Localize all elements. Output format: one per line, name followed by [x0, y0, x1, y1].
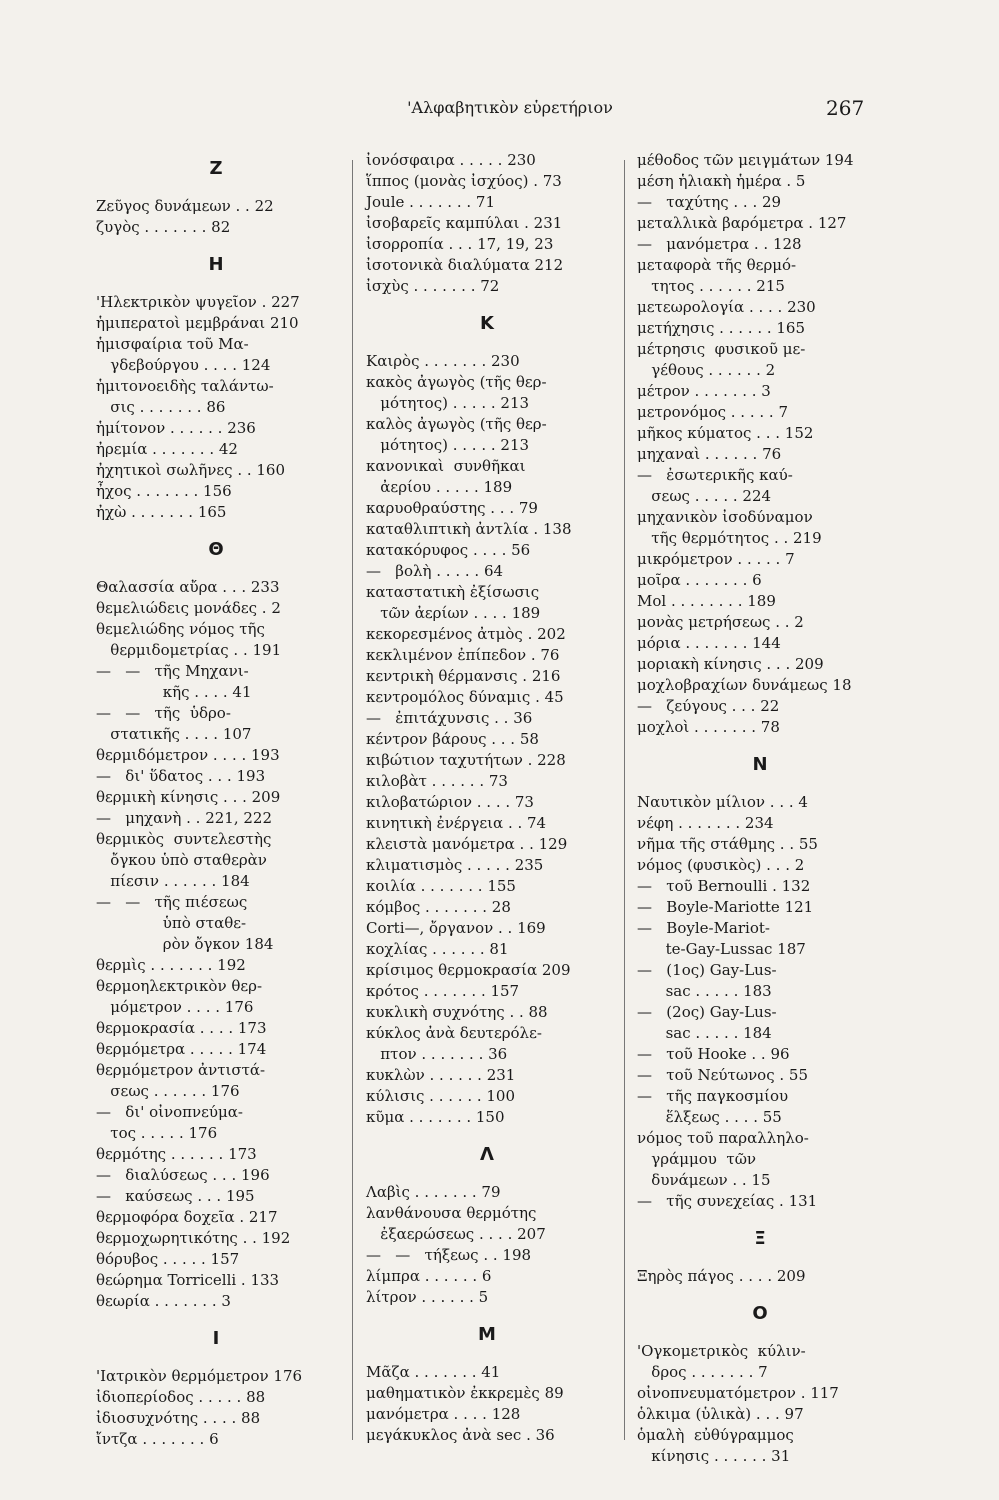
index-entry: κρότος . . . . . . . 157 [366, 982, 520, 1000]
index-entry: μετεωρολογία . . . . 230 [637, 298, 816, 316]
index-entry: sac . . . . . 184 [637, 1024, 772, 1042]
index-entry: καλὸς ἀγωγὸς (τῆς θερ- [366, 415, 547, 433]
index-entry: τος . . . . . 176 [96, 1124, 218, 1142]
index-entry: κιλοβατώριον . . . . 73 [366, 793, 534, 811]
index-entry: θερμοκρασία . . . . 173 [96, 1019, 267, 1037]
index-entry: — — τήξεως . . 198 [366, 1246, 532, 1264]
index-column-2 [366, 150, 608, 1446]
index-entry: ἰσχὺς . . . . . . . 72 [366, 277, 500, 295]
section-letter: Μ [478, 1324, 496, 1345]
index-entry: κοχλίας . . . . . . 81 [366, 940, 509, 958]
index-entry: κῦμα . . . . . . . 150 [366, 1108, 505, 1126]
index-entry: καρυοθραύστης . . . 79 [366, 499, 538, 517]
index-entry: θερμότης . . . . . . 173 [96, 1145, 257, 1163]
index-entry: μέτρον . . . . . . . 3 [637, 382, 771, 400]
index-entry: σεως . . . . . . 176 [96, 1082, 240, 1100]
index-entry: ἰσορροπία . . . 17, 19, 23 [366, 235, 554, 253]
index-entry: — ἐπιτάχυνσις . . 36 [366, 709, 533, 727]
index-entry: μηχαναὶ . . . . . . 76 [637, 445, 782, 463]
index-entry: μέση ἡλιακὴ ἡμέρα . 5 [637, 172, 806, 190]
index-entry: ἀερίου . . . . . 189 [366, 478, 513, 496]
index-entry: ἰδιοσυχνότης . . . . 88 [96, 1409, 261, 1427]
index-entry: Ναυτικὸν μίλιον . . . 4 [637, 793, 808, 811]
index-entry: μετήχησις . . . . . . 165 [637, 319, 806, 337]
index-entry: κυκλὼν . . . . . . 231 [366, 1066, 516, 1084]
index-entry: τῆς θερμότητος . . 219 [637, 529, 822, 547]
index-entry: νέφη . . . . . . . 234 [637, 814, 774, 832]
index-entry: λίτρον . . . . . . 5 [366, 1288, 489, 1306]
index-entry: κόμβος . . . . . . . 28 [366, 898, 511, 916]
index-entry: sac . . . . . 183 [637, 982, 772, 1000]
index-entry: θεώρημα Torricelli . 133 [96, 1271, 280, 1289]
index-entry: μοῖρα . . . . . . . 6 [637, 571, 762, 589]
index-entry: — (1ος) Gay-Lus- [637, 961, 777, 979]
index-entry: — μανόμετρα . . 128 [637, 235, 802, 253]
index-entry: — Boyle-Mariot- [637, 919, 770, 937]
index-entry: μέτρησις φυσικοῦ με- [637, 340, 806, 358]
index-entry: κρίσιμος θερμοκρασία 209 [366, 961, 571, 979]
index-entry: ἠχὼ . . . . . . . 165 [96, 503, 227, 521]
index-entry: γράμμου τῶν [637, 1150, 757, 1168]
index-entry: ἰσοτονικὰ διαλύματα 212 [366, 256, 564, 274]
index-entry: λανθάνουσα θερμότης [366, 1204, 537, 1222]
section-letter: Κ [480, 313, 494, 334]
index-entry: — Boyle-Mariotte 121 [637, 898, 814, 916]
index-entry: Καιρὸς . . . . . . . 230 [366, 352, 520, 370]
index-entry: ἴντζα . . . . . . . 6 [96, 1430, 219, 1448]
index-entry: Μᾶζα . . . . . . . 41 [366, 1363, 501, 1381]
index-entry: Λαβὶς . . . . . . . 79 [366, 1183, 501, 1201]
index-entry: — δι' ὕδατος . . . 193 [96, 767, 266, 785]
index-entry: ἰονόσφαιρα . . . . . 230 [366, 151, 536, 169]
index-entry: πίεσιν . . . . . . 184 [96, 872, 250, 890]
index-entry: μανόμετρα . . . . 128 [366, 1405, 521, 1423]
index-entry: ὑπὸ σταθε- [96, 914, 247, 932]
index-entry: ρὸν ὄγκον 184 [96, 935, 274, 953]
index-entry: — καύσεως . . . 195 [96, 1187, 255, 1205]
index-entry: Θαλασσία αὔρα . . . 233 [96, 578, 280, 596]
index-entry: κεντρομόλος δύναμις . 45 [366, 688, 564, 706]
index-entry: θερμιδομετρίας . . 191 [96, 641, 282, 659]
column-divider [352, 160, 353, 1440]
index-entry: μοριακὴ κίνησις . . . 209 [637, 655, 824, 673]
index-entry: μικρόμετρον . . . . . 7 [637, 550, 795, 568]
running-header-title: 'Αλφαβητικὸν εὑρετήριον [407, 98, 613, 117]
index-entry: νόμος (φυσικὸς) . . . 2 [637, 856, 805, 874]
section-letter: Θ [208, 539, 224, 560]
index-entry: δυνάμεων . . 15 [637, 1171, 771, 1189]
index-entry: θερμὶς . . . . . . . 192 [96, 956, 246, 974]
index-entry: μοχλοὶ . . . . . . . 78 [637, 718, 780, 736]
index-entry: μότητος) . . . . . 213 [366, 436, 530, 454]
index-entry: ἰσοβαρεῖς καμπύλαι . 231 [366, 214, 563, 232]
index-entry: — τοῦ Νεύτωνος . 55 [637, 1066, 809, 1084]
index-entry: καταστατικὴ ἐξίσωσις [366, 583, 540, 601]
index-entry: θεωρία . . . . . . . 3 [96, 1292, 231, 1310]
index-entry: λίμπρα . . . . . . 6 [366, 1267, 492, 1285]
index-entry: Corti—, ὄργανον . . 169 [366, 919, 546, 937]
index-entry: κοιλία . . . . . . . 155 [366, 877, 516, 895]
index-entry: ἡμισφαίρια τοῦ Μα- [96, 335, 249, 353]
index-entry: ζυγὸς . . . . . . . 82 [96, 218, 231, 236]
index-entry: 'Ογκομετρικὸς κύλιν- [637, 1342, 806, 1360]
index-entry: — μηχανὴ . . 221, 222 [96, 809, 273, 827]
index-entry: θόρυβος . . . . . 157 [96, 1250, 240, 1268]
index-entry: θερμόμετρα . . . . . 174 [96, 1040, 267, 1058]
index-entry: κανονικαὶ συνθῆκαι [366, 457, 526, 475]
index-column-1 [96, 150, 336, 1450]
index-entry: μεταλλικὰ βαρόμετρα . 127 [637, 214, 847, 232]
index-entry: ἠρεμία . . . . . . . 42 [96, 440, 238, 458]
index-entry: ἡμιτονοειδὴς ταλάντω- [96, 377, 274, 395]
section-letter: Ζ [209, 158, 223, 179]
index-entry: — διαλύσεως . . . 196 [96, 1166, 270, 1184]
index-entry: ἐξαερώσεως . . . . 207 [366, 1225, 546, 1243]
index-entry: κεντρικὴ θέρμανσις . 216 [366, 667, 561, 685]
index-entry: — τοῦ Hooke . . 96 [637, 1045, 790, 1063]
index-entry: θεμελιώδης νόμος τῆς [96, 620, 265, 638]
index-entry: μετρονόμος . . . . . 7 [637, 403, 788, 421]
index-entry: Ζεῦγος δυνάμεων . . 22 [96, 197, 274, 215]
index-entry: θερμοηλεκτρικὸν θερ- [96, 977, 263, 995]
index-entry: μότητος) . . . . . 213 [366, 394, 530, 412]
index-entry: — (2ος) Gay-Lus- [637, 1003, 777, 1021]
index-entry: σεως . . . . . 224 [637, 487, 772, 505]
index-entry: νόμος τοῦ παραλληλο- [637, 1129, 809, 1147]
index-entry: μηχανικὸν ἰσοδύναμον [637, 508, 813, 526]
index-entry: — ἐσωτερικῆς καύ- [637, 466, 793, 484]
index-entry: — τῆς παγκοσμίου [637, 1087, 789, 1105]
index-entry: — δι' οἰνοπνεύμα- [96, 1103, 243, 1121]
index-entry: μῆκος κύματος . . . 152 [637, 424, 814, 442]
index-entry: ὁλκιμα (ὑλικὰ) . . . 97 [637, 1405, 804, 1423]
index-entry: θερμόμετρον ἀντιστά- [96, 1061, 266, 1079]
index-entry: μεγάκυκλος ἀνὰ sec . 36 [366, 1426, 555, 1444]
section-letter: Ξ [754, 1228, 766, 1249]
index-entry: μέθοδος τῶν μειγμάτων 194 [637, 151, 854, 169]
index-entry: κακὸς ἀγωγὸς (τῆς θερ- [366, 373, 547, 391]
index-entry: μεταφορὰ τῆς θερμό- [637, 256, 797, 274]
index-entry: γδεβούργου . . . . 124 [96, 356, 271, 374]
index-entry: μόμετρον . . . . 176 [96, 998, 254, 1016]
index-entry: κλειστὰ μανόμετρα . . 129 [366, 835, 568, 853]
index-entry: — — τῆς ὑδρο- [96, 704, 231, 722]
index-entry: κινητικὴ ἐνέργεια . . 74 [366, 814, 547, 832]
index-entry: θεμελιώδεις μονάδες . 2 [96, 599, 281, 617]
section-letter: Ν [752, 754, 768, 775]
index-entry: κιβώτιον ταχυτήτων . 228 [366, 751, 566, 769]
index-entry: θερμιδόμετρον . . . . 193 [96, 746, 280, 764]
section-letter: Ο [752, 1303, 768, 1324]
index-entry: ἡμιπερατοὶ μεμβράναι 210 [96, 314, 299, 332]
index-entry: οἰνοπνευματόμετρον . 117 [637, 1384, 839, 1402]
index-entry: κῆς . . . . 41 [96, 683, 252, 701]
index-entry: μόρια . . . . . . . 144 [637, 634, 781, 652]
index-entry: — ταχύτης . . . 29 [637, 193, 782, 211]
index-entry: ὁμαλὴ εὐθύγραμμος [637, 1426, 794, 1444]
index-entry: κλιματισμὸς . . . . . 235 [366, 856, 544, 874]
index-entry: ἵππος (μονὰς ἰσχύος) . 73 [366, 172, 562, 190]
section-letter: Λ [480, 1144, 494, 1165]
index-entry: πτον . . . . . . . 36 [366, 1045, 508, 1063]
index-entry: σις . . . . . . . 86 [96, 398, 226, 416]
index-entry: κεκλιμένον ἐπίπεδον . 76 [366, 646, 560, 664]
index-entry: 'Ιατρικὸν θερμόμετρον 176 [96, 1367, 303, 1385]
index-entry: te-Gay-Lussac 187 [637, 940, 806, 958]
index-entry: — τῆς συνεχείας . 131 [637, 1192, 818, 1210]
index-entry: τητος . . . . . . 215 [637, 277, 785, 295]
index-entry: — ζεύγους . . . 22 [637, 697, 780, 715]
index-entry: κατακόρυφος . . . . 56 [366, 541, 531, 559]
index-entry: Ξηρὸς πάγος . . . . 209 [637, 1267, 806, 1285]
index-entry: θερμικὸς συντελεστὴς [96, 830, 272, 848]
index-entry: δρος . . . . . . . 7 [637, 1363, 768, 1381]
index-entry: ἰδιοπερίοδος . . . . . 88 [96, 1388, 266, 1406]
index-entry: κύκλος ἀνὰ δευτερόλε- [366, 1024, 542, 1042]
index-entry: καταθλιπτικὴ ἀντλία . 138 [366, 520, 572, 538]
index-entry: τῶν ἀερίων . . . . 189 [366, 604, 541, 622]
index-entry: 'Ηλεκτρικὸν ψυγεῖον . 227 [96, 293, 300, 311]
index-entry: μοχλοβραχίων δυνάμεως 18 [637, 676, 852, 694]
index-entry: μονὰς μετρήσεως . . 2 [637, 613, 804, 631]
index-entry: θερμικὴ κίνησις . . . 209 [96, 788, 281, 806]
index-entry: Mol . . . . . . . . 189 [637, 592, 776, 610]
index-entry: θερμοφόρα δοχεῖα . 217 [96, 1208, 278, 1226]
index-entry: κύλισις . . . . . . 100 [366, 1087, 516, 1105]
index-entry: ἠχητικοὶ σωλῆνες . . 160 [96, 461, 286, 479]
index-entry: γέθους . . . . . . 2 [637, 361, 776, 379]
index-entry: — βολὴ . . . . . 64 [366, 562, 504, 580]
index-entry: ὄγκου ὑπὸ σταθερὰν [96, 851, 267, 869]
index-entry: μαθηματικὸν ἐκκρεμὲς 89 [366, 1384, 564, 1402]
index-entry: — τοῦ Bernoulli . 132 [637, 877, 811, 895]
index-entry: — — τῆς πιέσεως [96, 893, 248, 911]
index-entry: κέντρον βάρους . . . 58 [366, 730, 539, 748]
index-entry: κιλοβὰτ . . . . . . 73 [366, 772, 508, 790]
column-divider [624, 160, 625, 1440]
section-letter: Ι [212, 1328, 220, 1349]
index-entry: κυκλικὴ συχνότης . . 88 [366, 1003, 548, 1021]
index-entry: κεκορεσμένος ἀτμὸς . 202 [366, 625, 566, 643]
index-entry: — — τῆς Μηχανι- [96, 662, 249, 680]
index-entry: ἦχος . . . . . . . 156 [96, 482, 232, 500]
index-entry: ἕλξεως . . . . 55 [637, 1108, 782, 1126]
index-entry: νῆμα τῆς στάθμης . . 55 [637, 835, 818, 853]
index-entry: στατικῆς . . . . 107 [96, 725, 252, 743]
index-entry: κίνησις . . . . . . 31 [637, 1447, 791, 1465]
index-entry: ἡμίτονον . . . . . . 236 [96, 419, 256, 437]
page-number: 267 [826, 96, 865, 120]
index-column-3 [637, 150, 883, 1467]
index-entry: θερμοχωρητικότης . . 192 [96, 1229, 291, 1247]
index-entry: Joule . . . . . . . 71 [366, 193, 495, 211]
section-letter: Η [208, 254, 224, 275]
